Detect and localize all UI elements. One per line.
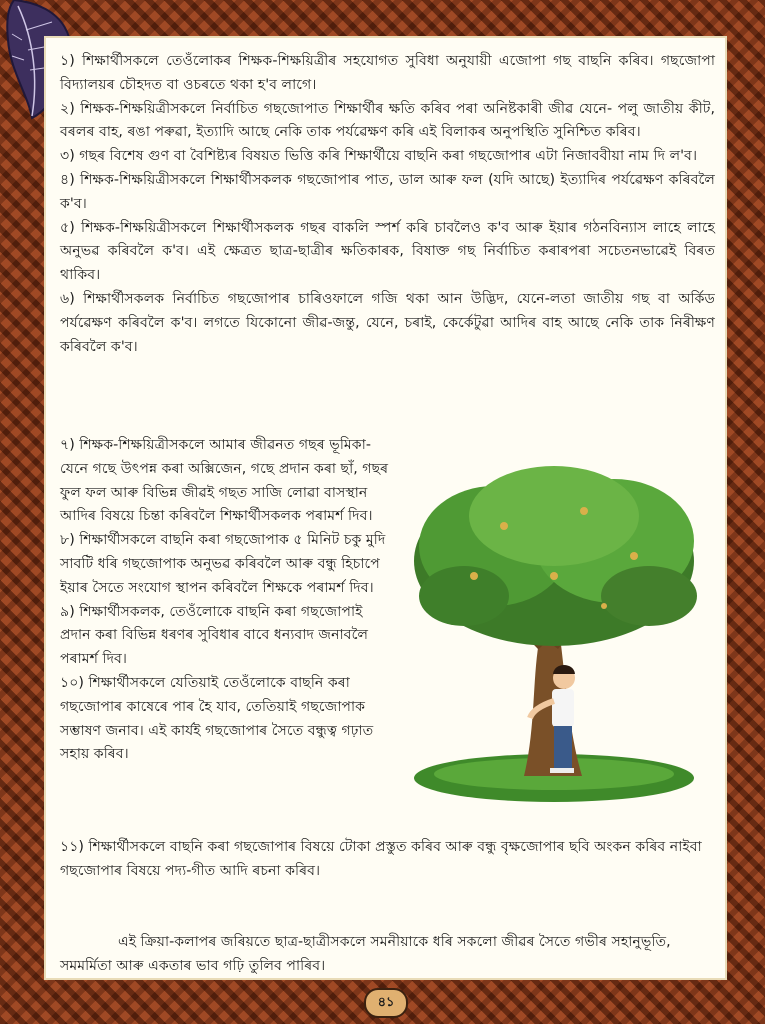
instruction-item-5: ৫) শিক্ষক-শিক্ষয়িত্ৰীসকলে শিক্ষাৰ্থীসকলক গছৰ বাকলি স্পৰ্শ কৰি চাবলৈও ক'ব আৰু ইয়াৰ গঠনবিন্যাস লাহে লাহে অনুভৱ কৰিবলৈ ক'ব। এই ক্ষেত্ৰত ছাত্ৰ-ছাত্ৰীৰ ক্ষতিকাৰক, বিষাক্ত গছ নিৰ্বাচিত কৰাৰপৰা সচেতনভাৱেই বিৰত থাকিব। — [60, 219, 715, 284]
instruction-list-wrapped — [60, 434, 390, 767]
instruction-item-7: ৭) শিক্ষক-শিক্ষয়িত্ৰীসকলে আমাৰ জীৱনত গছৰ ভূমিকা- যেনে গছে উৎপন্ন কৰা অক্সিজেন, গছে প্ৰদান কৰা ছাঁ, গছৰ ফুল ফল আৰু বিভিন্ন জীৱই গছত সাজি লোৱা বাসস্থান আদিৰ বিষয়ে চিন্তা কৰিবলৈ শিক্ষাৰ্থীসকলক পৰামৰ্শ দিব। — [60, 437, 389, 525]
summary-paragraph: এই ক্ৰিয়া-কলাপৰ জৰিয়তে ছাত্ৰ-ছাত্ৰীসকলে সমনীয়াকে ধৰি সকলো জীৱৰ সৈতে গভীৰ সহানুভূতি, সমমৰ্মিতা আৰু একতাৰ ভাব গঢ়ি তুলিব পাৰিব। — [60, 934, 671, 975]
instruction-item-11: ১১) শিক্ষাৰ্থীসকলে বাছনি কৰা গছজোপাৰ বিষয়ে টোকা প্ৰস্তুত কৰিব আৰু বন্ধু বৃক্ষজোপাৰ ছবি অংকন কৰিব নাইবা গছজোপাৰ বিষয়ে পদ্য-গীত আদি ৰচনা কৰিব। — [60, 839, 702, 879]
instruction-item-1: ১) শিক্ষাৰ্থীসকলে তেওঁলোকৰ শিক্ষক-শিক্ষয়িত্ৰীৰ সহযোগত সুবিধা অনুযায়ী এজোপা গছ বাছনি কৰিব। গছজোপা বিদ্যালয়ৰ চৌহদত বা ওচৰতে থকা হ'ব লাগে। — [60, 53, 715, 93]
instruction-item-11-block — [60, 836, 715, 884]
instruction-item-6: ৬) শিক্ষাৰ্থীসকলক নিৰ্বাচিত গছজোপাৰ চাৰিওফালে গজি থকা আন উদ্ভিদ, যেনে-লতা জাতীয় গছ বা অৰ্কিড পৰ্যৱেক্ষণ কৰিবলৈ ক'ব। লগতে যিকোনো জীৱ-জন্তু, যেনে, চৰাই, কেৰ্কেটুৱা আদিৰ বাহ আছে নেকি তাক নিৰীক্ষণ কৰিবলৈ ক'ব। — [60, 290, 715, 355]
instruction-item-10: ১০) শিক্ষাৰ্থীসকলে যেতিয়াই তেওঁলোকে বাছনি কৰা গছজোপাৰ কাষেৰে পাৰ হৈ যাব, তেতিয়াই গছজোপাক সম্ভাষণ জনাব। এই কাৰ্যই গছজোপাৰ সৈতে বন্ধুত্ব গঢ়াত সহায় কৰিব। — [60, 674, 374, 763]
content-page — [44, 36, 727, 980]
instruction-item-9: ৯) শিক্ষাৰ্থীসকলক, তেওঁলোকে বাছনি কৰা গছজোপাই প্ৰদান কৰা বিভিন্ন ধৰণৰ সুবিধাৰ বাবে ধন্যবাদ জনাবলৈ পৰামৰ্শ দিব। — [60, 603, 369, 668]
instruction-item-8: ৮) শিক্ষাৰ্থীসকলে বাছনি কৰা গছজোপাক ৫ মিনিট চকু মুদি সাবটি ধৰি গছজোপাক অনুভৱ কৰিবলৈ আৰু বন্ধু হিচাপে ইয়াৰ সৈতে সংযোগ স্থাপন কৰিবলৈ শিক্ষকে পৰামৰ্শ দিব। — [60, 532, 386, 596]
page-number-badge: ৪১ — [364, 988, 408, 1018]
instruction-item-3: ৩) গছৰ বিশেষ গুণ বা বৈশিষ্ট্যৰ বিষয়ত ভিত্তি কৰি শিক্ষাৰ্থীয়ে বাছনি কৰা গছজোপাৰ এটা নিজাববীয়া নাম দি ল'ব। — [60, 148, 698, 165]
instruction-list — [60, 50, 715, 359]
instruction-item-2: ২) শিক্ষক-শিক্ষয়িত্ৰীসকলে নিৰ্বাচিত গছজোপাত শিক্ষাৰ্থীৰ ক্ষতি কৰিব পৰা অনিষ্টকাৰী জীৱ যেনে- পলু জাতীয় কীট, বৰলৰ বাহ, ৰঙা পৰুৱা, ইত্যাদি আছে নেকি তাক পৰ্যৱেক্ষণ কৰি এই বিলাকৰ অনুপস্থিতি সুনিশ্চিত কৰিব। — [60, 100, 715, 141]
tree-hug-illustration — [404, 456, 724, 806]
instruction-item-4: ৪) শিক্ষক-শিক্ষয়িত্ৰীসকলে শিক্ষাৰ্থীসকলক গছজোপাৰ পাত, ডাল আৰু ফল (যদি আছে) ইত্যাদিৰ পৰ্যৱেক্ষণ কৰিবলৈ ক'ব। — [60, 171, 715, 212]
